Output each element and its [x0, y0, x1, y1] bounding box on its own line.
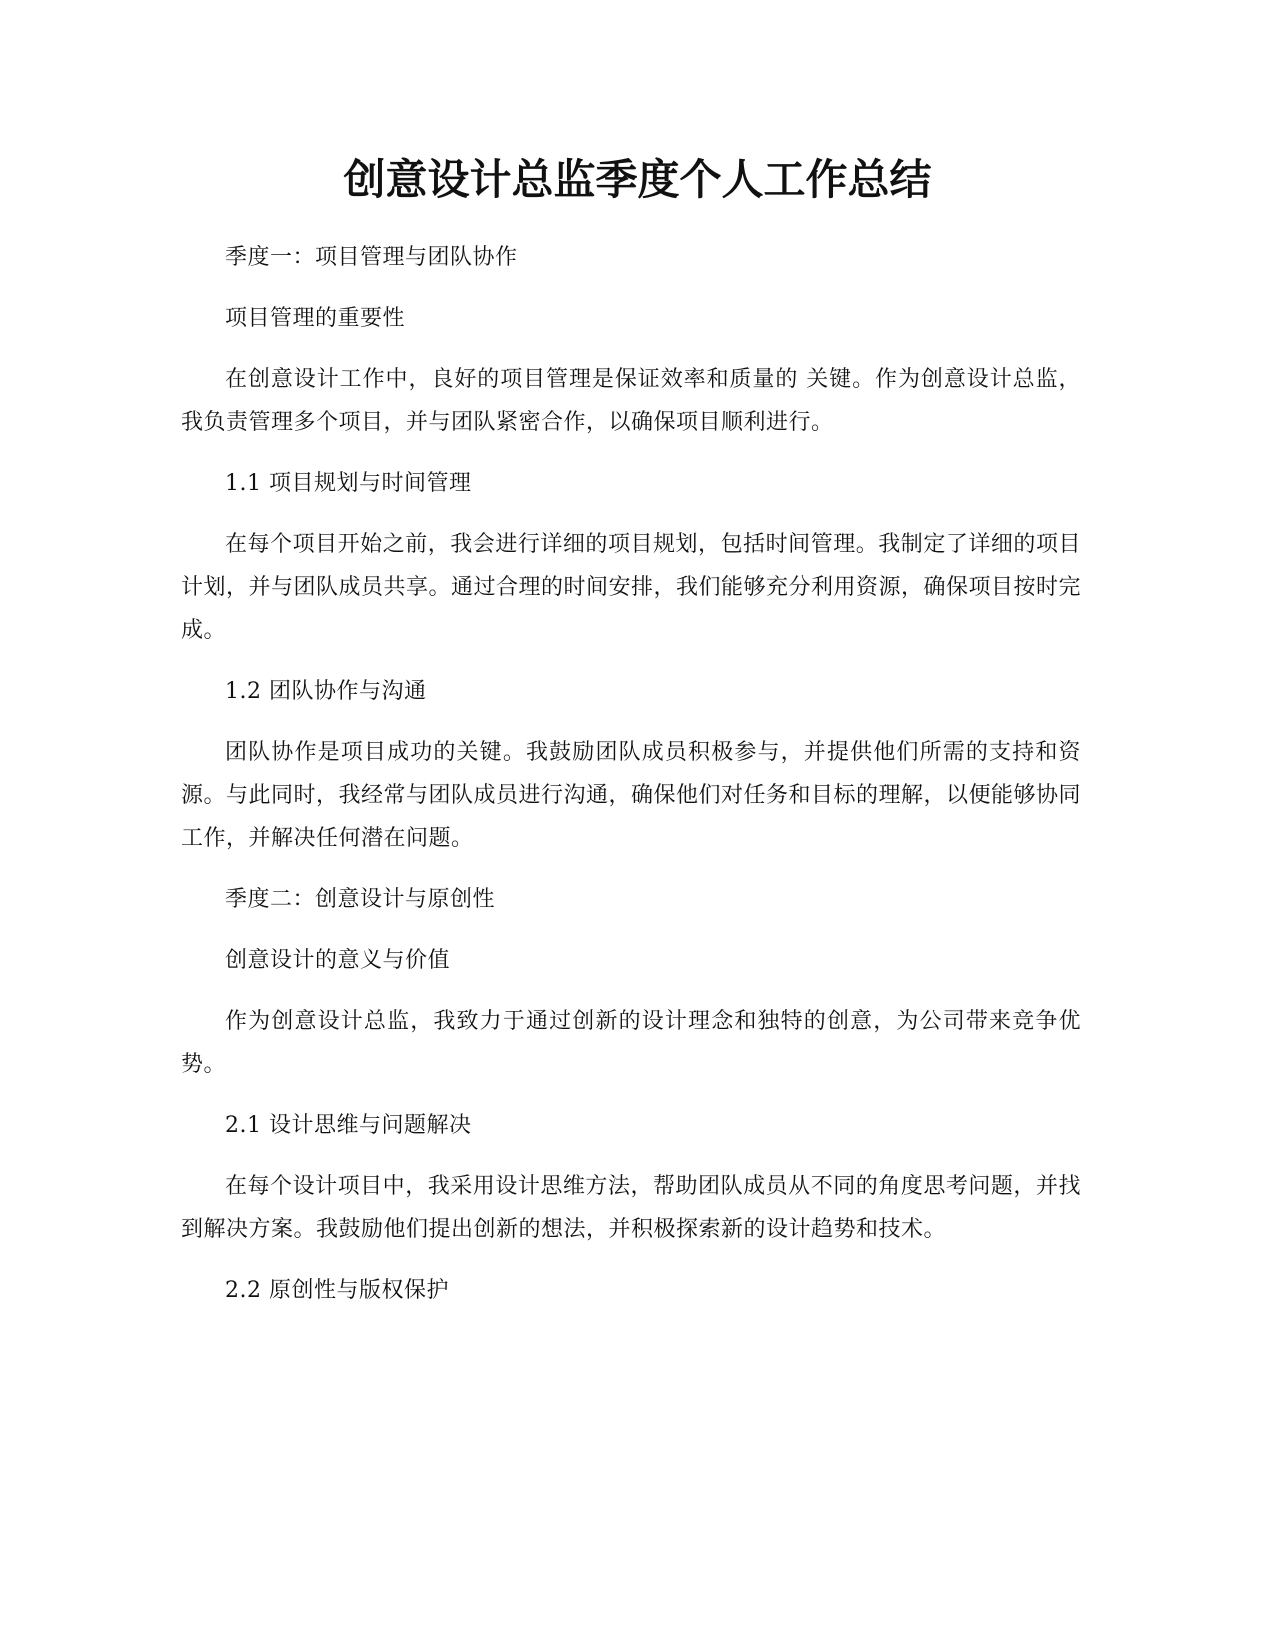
paragraph-project-management: 在创意设计工作中，良好的项目管理是保证效率和质量的 关键。作为创意设计总监，我负责管理多个项目，并与团队紧密合作，以确保项目顺利进行。 [181, 367, 1081, 435]
subheading-2-1: 2.1 设计思维与问题解决 [225, 1113, 472, 1138]
paragraph-team-collaboration: 团队协作是项目成功的关键。我鼓励团队成员积极参与，并提供他们所需的支持和资源。与此同时，我经常与团队成员进行沟通，确保他们对任务和目标的理解，以便能够协同工作，并解决任何潜在问题。 [181, 740, 1082, 851]
subheading-creative-design-value: 创意设计的意义与价值 [225, 948, 451, 973]
section-heading-quarter-one: 季度一：项目管理与团队协作 [225, 245, 518, 270]
paragraph-design-thinking: 在每个设计项目中，我采用设计思维方法，帮助团队成员从不同的角度思考问题，并找到解决方案。我鼓励他们提出创新的想法，并积极探索新的设计趋势和技术。 [181, 1174, 1081, 1242]
subheading-project-management-importance: 项目管理的重要性 [225, 306, 406, 331]
document-title: 创意设计总监季度个人工作总结 [343, 155, 932, 204]
subheading-1-2: 1.2 团队协作与沟通 [225, 679, 427, 704]
paragraph-planning-time: 在每个项目开始之前，我会进行详细的项目规划，包括时间管理。我制定了详细的项目计划，并与团队成员共享。通过合理的时间安排，我们能够充分利用资源，确保项目按时完成。 [181, 532, 1082, 643]
subheading-1-1: 1.1 项目规划与时间管理 [225, 471, 472, 496]
subheading-2-2: 2.2 原创性与版权保护 [225, 1278, 449, 1303]
document-body [181, 236, 1081, 1330]
section-heading-quarter-two: 季度二：创意设计与原创性 [225, 887, 496, 912]
paragraph-creative-design: 作为创意设计总监，我致力于通过创新的设计理念和独特的创意，为公司带来竞争优势。 [181, 1009, 1081, 1077]
